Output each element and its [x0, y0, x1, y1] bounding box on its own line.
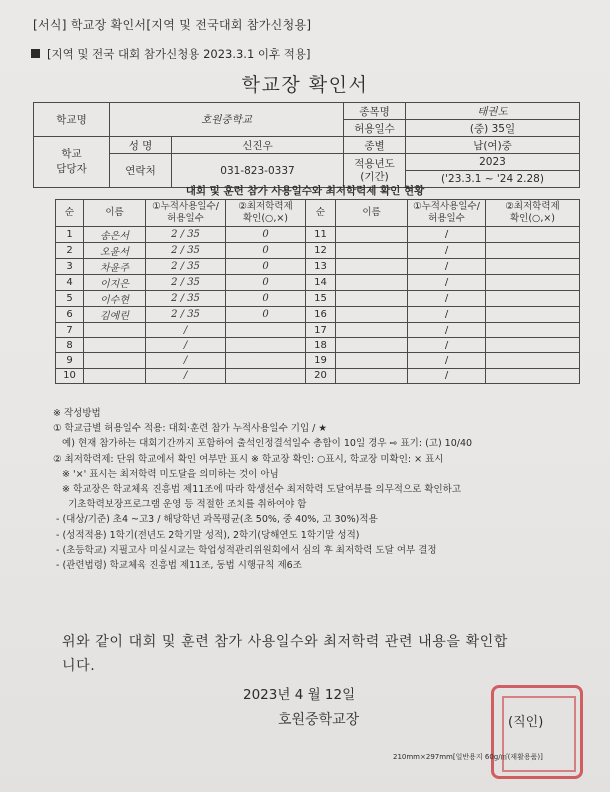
header-days2-line2: 허용일수	[428, 213, 465, 224]
student-name: 오윤서	[84, 243, 146, 259]
instruction-line: ※ 작성방법	[53, 408, 101, 419]
confirmation-line1: 위와 같이 대회 및 훈련 참가 사용일수와 최저학력 관련 내용을 확인합	[62, 634, 508, 650]
slash-separator: /	[177, 309, 188, 320]
min-grade-check-2	[486, 275, 580, 291]
gender-label: 종별	[344, 137, 406, 154]
days-used-2: /	[408, 323, 486, 338]
phone-label: 연락처	[110, 154, 172, 188]
contact-label	[34, 137, 110, 188]
official-seal-stamp	[491, 685, 583, 779]
days-used-value: /	[183, 324, 188, 336]
student-name-2	[336, 338, 408, 353]
days-used-value: 2	[171, 229, 178, 240]
header-name: 이름	[84, 200, 146, 227]
slash-separator: /	[177, 261, 188, 272]
header-min-grade-line2: 확인(○,×)	[242, 213, 289, 224]
student-name-2	[336, 227, 408, 243]
days-allowed-value: 35	[187, 309, 200, 320]
days-used-value: 2	[171, 293, 178, 304]
paper-spec-footer: 210mm×297mm[일반용지 60g/㎡(재활용품)]	[393, 753, 543, 761]
instruction-line: ※ 학교장은 학교체육 진흥법 제11조에 따라 학생선수 최저학력 도달여부를 의무적으로 확인하고	[53, 484, 462, 496]
days-used-2: /	[408, 227, 486, 243]
row-number-2: 15	[306, 291, 336, 307]
header-days	[146, 200, 226, 227]
row-number: 8	[56, 338, 84, 353]
min-grade-check-2	[486, 307, 580, 323]
year-label-line2: (기간)	[360, 170, 389, 183]
days-used-2: /	[408, 368, 486, 383]
period-value: ('23.3.1 ~ '24 2.28)	[406, 171, 580, 188]
table-row	[56, 368, 580, 383]
instruction-line: - (관련법령) 학교체육 진흥법 제11조, 동법 시행규칙 제6조	[53, 560, 302, 572]
row-number: 6	[56, 307, 84, 323]
student-name-2	[336, 323, 408, 338]
row-number-2: 14	[306, 275, 336, 291]
student-name: 이지은	[84, 275, 146, 291]
days-used-value: 2	[171, 245, 178, 256]
square-bullet-icon	[31, 49, 40, 58]
min-grade-check	[226, 323, 306, 338]
days-used	[146, 323, 226, 338]
principal-signature: 호원중학교장	[278, 712, 360, 728]
contact-label-line2: 담당자	[56, 163, 87, 175]
min-grade-check	[226, 338, 306, 353]
days-used-value: 2	[171, 277, 178, 288]
slash-separator: /	[177, 293, 188, 304]
form-label: [서식] 학교장 확인서[지역 및 전국대회 참가신청용]	[33, 18, 312, 32]
days-used-value: /	[183, 339, 188, 351]
student-name-2	[336, 275, 408, 291]
table-header-row	[56, 200, 580, 227]
row-number-2: 12	[306, 243, 336, 259]
days-used-2: /	[408, 291, 486, 307]
row-number: 1	[56, 227, 84, 243]
row-number: 5	[56, 291, 84, 307]
days-allowed-value: 35	[187, 229, 200, 240]
days-used-2: /	[408, 353, 486, 368]
student-name-2	[336, 259, 408, 275]
min-grade-check-2	[486, 353, 580, 368]
min-grade-check-2	[486, 259, 580, 275]
table-row	[56, 291, 580, 307]
row-number-2: 11	[306, 227, 336, 243]
student-name	[84, 338, 146, 353]
seal-placeholder: (직인)	[508, 715, 544, 730]
gender-value: 남(여)중	[406, 137, 580, 154]
school-value: 호원중학교	[110, 103, 344, 137]
row-number-2: 18	[306, 338, 336, 353]
row-number: 3	[56, 259, 84, 275]
header-no-2: 순	[306, 200, 336, 227]
table-subtitle: 대회 및 훈련 참가 사용일수와 최저학력제 확인 현황	[185, 185, 425, 197]
student-name-2	[336, 291, 408, 307]
year-label-line1: 적용년도	[354, 157, 395, 170]
days-used	[146, 368, 226, 383]
min-grade-check-2	[486, 291, 580, 307]
days-used-value: 2	[171, 261, 178, 272]
instruction-line: - (성적적용) 1학기(전년도 2학기말 성적), 2학기(당해연도 1학기말 성적)	[53, 529, 360, 541]
sport-value: 태권도	[406, 103, 580, 120]
days-used-2: /	[408, 307, 486, 323]
min-grade-check: 0	[226, 307, 306, 323]
row-number-2: 16	[306, 307, 336, 323]
days-used	[146, 307, 226, 323]
days-used-value: 2	[171, 309, 178, 320]
header-min-grade2-line1: ②최저학력제	[505, 201, 560, 212]
days-used-2: /	[408, 259, 486, 275]
student-name-2	[336, 243, 408, 259]
student-name: 김예린	[84, 307, 146, 323]
phone-value: 031-823-0337	[172, 154, 344, 188]
min-grade-check-2	[486, 227, 580, 243]
table-row	[56, 227, 580, 243]
sport-label: 종목명	[344, 103, 406, 120]
student-name: 이수현	[84, 291, 146, 307]
days-used-value: /	[183, 354, 188, 366]
school-label: 학교명	[34, 103, 110, 137]
days-used-2: /	[408, 275, 486, 291]
header-min-grade	[226, 200, 306, 227]
row-number: 7	[56, 323, 84, 338]
student-name-2	[336, 353, 408, 368]
min-grade-check: 0	[226, 259, 306, 275]
min-grade-check-2	[486, 243, 580, 259]
instruction-line: ① 학교급별 허용일수 적용: 대회·훈련 참가 누적사용일수 기입 / ★	[53, 423, 327, 435]
min-grade-check	[226, 368, 306, 383]
min-grade-check-2	[486, 338, 580, 353]
row-number: 2	[56, 243, 84, 259]
row-number: 9	[56, 353, 84, 368]
days-used	[146, 227, 226, 243]
days-allowed-value: 35	[187, 245, 200, 256]
days-used	[146, 243, 226, 259]
year-value: 2023	[406, 154, 580, 171]
days-used-2: /	[408, 243, 486, 259]
header-days-line1: ①누적사용일수/	[152, 201, 219, 212]
form-subtitle	[31, 46, 311, 62]
table-row	[56, 243, 580, 259]
slash-separator: /	[177, 229, 188, 240]
table-row	[56, 259, 580, 275]
days-used	[146, 275, 226, 291]
instructions	[53, 406, 472, 573]
min-grade-check: 0	[226, 291, 306, 307]
instruction-line: ② 최저학력제: 단위 학교에서 확인 여부만 표시 ※ 학교장 확인: ○표시, 학교장 미확인: × 표시	[53, 453, 444, 465]
header-no: 순	[56, 200, 84, 227]
days-used	[146, 353, 226, 368]
table-row	[56, 307, 580, 323]
header-days-line2: 허용일수	[167, 213, 204, 224]
participation-table	[55, 199, 580, 384]
min-grade-check: 0	[226, 227, 306, 243]
min-grade-check: 0	[226, 243, 306, 259]
allowed-days-label: 허용일수	[344, 120, 406, 137]
student-name-2	[336, 307, 408, 323]
header-name-2: 이름	[336, 200, 408, 227]
instruction-line: - (초등학교) 지필고사 미실시교는 학업성적관리위원회에서 심의 후 최저학력 도달 여부 결정	[53, 544, 437, 556]
row-number-2: 20	[306, 368, 336, 383]
days-used	[146, 259, 226, 275]
days-used	[146, 338, 226, 353]
table-row	[56, 353, 580, 368]
student-name-2	[336, 368, 408, 383]
header-min-grade-2	[486, 200, 580, 227]
instruction-line: 예) 현재 참가하는 대회기간까지 포함하여 출석인정결석일수 총합이 10일 경우 ⇨ 표기: (고) 10/40	[53, 438, 473, 450]
header-days2-line1: ①누적사용일수/	[413, 201, 480, 212]
row-number: 10	[56, 368, 84, 383]
min-grade-check-2	[486, 368, 580, 383]
confirmation-text	[62, 630, 508, 678]
days-used	[146, 291, 226, 307]
slash-separator: /	[177, 277, 188, 288]
instruction-line: 기초학력보장프로그램 운영 등 적절한 조치를 취하여야 함	[53, 499, 307, 511]
min-grade-check: 0	[226, 275, 306, 291]
student-name: 차윤주	[84, 259, 146, 275]
student-name	[84, 353, 146, 368]
header-days-2	[408, 200, 486, 227]
student-name: 송은서	[84, 227, 146, 243]
student-name	[84, 323, 146, 338]
header-min-grade-line1: ②최저학력제	[238, 201, 293, 212]
name-label: 성 명	[110, 137, 172, 154]
days-used-value: /	[183, 370, 188, 382]
row-number-2: 13	[306, 259, 336, 275]
row-number: 4	[56, 275, 84, 291]
days-allowed-value: 35	[187, 261, 200, 272]
table-row	[56, 275, 580, 291]
table-row	[56, 323, 580, 338]
days-allowed-value: 35	[187, 293, 200, 304]
contact-label-line1: 학교	[61, 148, 82, 160]
page-title: 학교장 확인서	[241, 74, 369, 96]
allowed-days-value: (중) 35일	[406, 120, 580, 137]
instruction-line: - (대상/기준) 초4 ~고3 / 해당학년 과목평균(초 50%, 중 40%, 고 30%)적용	[53, 514, 378, 526]
info-table	[33, 102, 580, 188]
row-number-2: 19	[306, 353, 336, 368]
min-grade-check-2	[486, 323, 580, 338]
date: 2023년 4 월 12일	[243, 687, 356, 703]
min-grade-check	[226, 353, 306, 368]
days-used-2: /	[408, 338, 486, 353]
instruction-line: ※ '×' 표시는 최저학력 미도달을 의미하는 것이 아님	[53, 468, 279, 480]
form-subtitle-text: [지역 및 전국 대회 참가신청용 2023.3.1 이후 적용]	[47, 47, 311, 61]
slash-separator: /	[177, 245, 188, 256]
header-min-grade2-line2: 확인(○,×)	[509, 213, 556, 224]
name-value: 신진우	[172, 137, 344, 154]
table-row	[56, 338, 580, 353]
confirmation-line2: 니다.	[62, 658, 96, 674]
row-number-2: 17	[306, 323, 336, 338]
days-allowed-value: 35	[187, 277, 200, 288]
student-name	[84, 368, 146, 383]
